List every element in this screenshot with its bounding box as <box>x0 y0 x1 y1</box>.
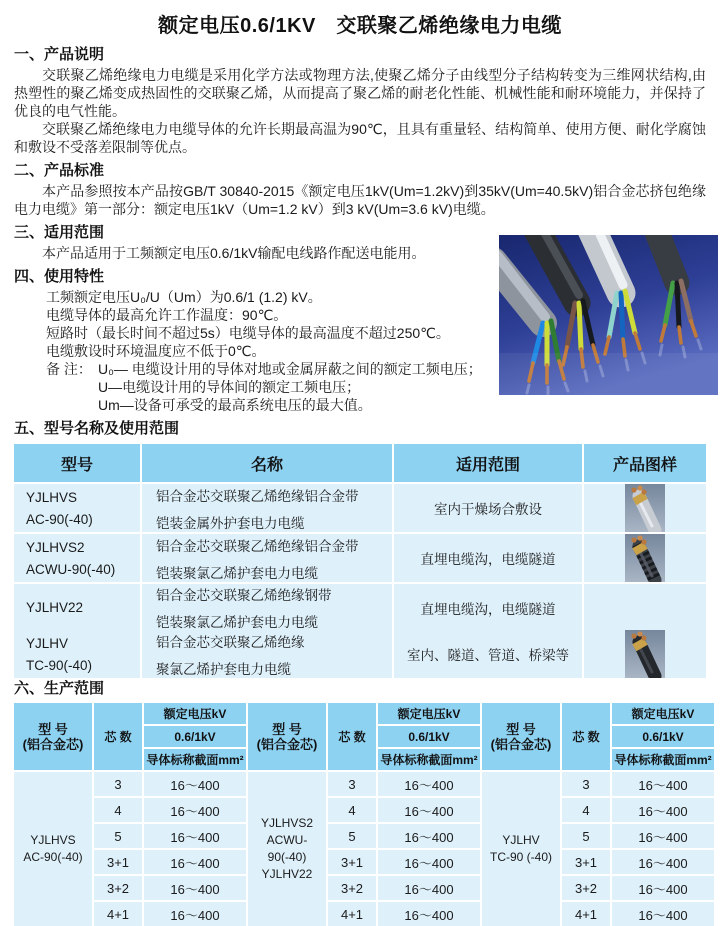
header-cell-voltage: 额定电压kV <box>378 703 480 724</box>
cable-sample-armored <box>625 534 665 582</box>
cores-cell: 5 <box>328 824 376 848</box>
table-row <box>14 630 706 677</box>
section-cell: 16～400 <box>612 850 714 874</box>
product-standard-paragraph: 本产品参照按本产品按GB/T 30840-2015《额定电压1kV(Um=1.2kV)到35kV(Um=40.5kV)铝合金芯挤包绝缘电力电缆》第一部分：额定电压1kV（Um=1.2 kV）到3 kV(Um=3.6 kV)电缆。 <box>14 183 706 217</box>
section-heading-product-description: 一、产品说明 <box>14 46 105 63</box>
cores-cell: 4+1 <box>328 902 376 926</box>
cores-cell: 4+1 <box>562 902 610 926</box>
model-cell: YJLHV22 <box>14 584 140 631</box>
cable-sample-silver <box>625 484 665 532</box>
image-cell <box>584 584 706 631</box>
section-cell: 16～400 <box>612 798 714 822</box>
column-header-name: 名称 <box>142 444 392 482</box>
scope-cell: 直埋电缆沟，电缆隧道 <box>394 584 582 631</box>
usage-line: 工频额定电压U₀/U（Um）为0.6/1 (1.2) kV。 <box>46 289 322 305</box>
header-cell-voltage: 导体标称截面mm² <box>378 749 480 770</box>
header-cell-voltage: 0.6/1kV <box>612 726 714 747</box>
section-heading-application-range: 三、适用范围 <box>14 224 105 241</box>
header-cell-cores: 芯 数 <box>94 703 142 770</box>
name-cell: 铝合金芯交联聚乙烯绝缘铝合金带 铠装聚氯乙烯护套电力电缆 <box>142 534 392 582</box>
image-cell <box>584 484 706 532</box>
cores-cell: 3 <box>328 772 376 796</box>
section-heading-product-standard: 二、产品标准 <box>14 162 105 179</box>
model-cell: YJLHVS AC-90(-40) <box>14 484 140 532</box>
header-cell-model: 型 号 (铝合金芯) <box>14 703 92 770</box>
section-cell: 16～400 <box>612 824 714 848</box>
header-cell-voltage: 0.6/1kV <box>144 726 246 747</box>
section-heading-usage-characteristics: 四、使用特性 <box>14 268 105 285</box>
cores-cell: 5 <box>562 824 610 848</box>
note-label: 备 注： <box>46 361 92 377</box>
section-cell: 16～400 <box>144 772 246 796</box>
cores-cell: 4 <box>94 798 142 822</box>
cores-cell: 3+2 <box>328 876 376 900</box>
note-line <box>46 360 506 378</box>
scope-cell: 室内干燥场合敷设 <box>394 484 582 532</box>
name-cell: 铝合金芯交联聚乙烯绝缘铝合金带 铠装金属外护套电力电缆 <box>142 484 392 532</box>
application-range-paragraph: 本产品适用于工频额定电压0.6/1kV输配电线路作配送电能用。 <box>42 245 426 261</box>
section-cell: 16～400 <box>144 902 246 926</box>
cores-cell: 3+1 <box>328 850 376 874</box>
section-cell: 16～400 <box>378 824 480 848</box>
header-cell-cores: 芯 数 <box>562 703 610 770</box>
model-cell: YJLHV TC-90 (-40) <box>482 772 560 926</box>
cores-cell: 4+1 <box>94 902 142 926</box>
note-line: Um—设备可承受的最高系统电压的最大值。 <box>98 397 372 413</box>
production-table-group <box>482 703 714 926</box>
header-cell-voltage: 导体标称截面mm² <box>144 749 246 770</box>
header-cell-voltage: 额定电压kV <box>612 703 714 724</box>
model-table-header <box>14 444 706 482</box>
section-cell: 16～400 <box>378 902 480 926</box>
usage-line: 电缆敷设时环境温度应不低于0℃。 <box>46 343 266 359</box>
section-cell: 16～400 <box>378 850 480 874</box>
cores-cell: 4 <box>562 798 610 822</box>
cable-photo <box>499 235 718 395</box>
cores-cell: 4 <box>328 798 376 822</box>
production-table <box>14 703 712 926</box>
column-header-scope: 适用范围 <box>394 444 582 482</box>
page <box>0 9 720 926</box>
section-cell: 16～400 <box>144 824 246 848</box>
usage-characteristics-list <box>14 288 506 414</box>
usage-line: 短路时（最长时间不超过5s）电缆导体的最高温度不超过250℃。 <box>46 325 450 341</box>
table-row <box>14 484 706 532</box>
scope-cell: 直埋电缆沟，电缆隧道 <box>394 534 582 582</box>
name-cell: 铝合金芯交联聚乙烯绝缘钢带 铠装聚氯乙烯护套电力电缆 <box>142 584 392 631</box>
table-row <box>14 534 706 582</box>
note-line: U—电缆设计用的导体间的额定工频电压； <box>98 379 361 395</box>
production-table-group <box>14 703 246 926</box>
header-cell-model: 型 号 (铝合金芯) <box>248 703 326 770</box>
product-description-paragraph-1: 交联聚乙烯绝缘电力电缆是采用化学方法或物理方法,使聚乙烯分子由线型分子结构转变为三维网状结构,由热塑性的聚乙烯变成热固性的交联聚乙烯，从而提高了聚乙烯的耐老化性能、机械性能和耐环境能力，并保持了优良的电气性能。 <box>14 67 706 119</box>
model-cell: YJLHVS AC-90(-40) <box>14 772 92 926</box>
header-cell-cores: 芯 数 <box>328 703 376 770</box>
production-table-group <box>248 703 480 926</box>
model-cell: YJLHVS2 ACWU-90(-40) YJLHV22 <box>248 772 326 926</box>
section-heading-model-names: 五、型号名称及使用范围 <box>14 420 180 437</box>
cores-cell: 3 <box>562 772 610 796</box>
section-cell: 16～400 <box>378 798 480 822</box>
table-row <box>14 584 706 628</box>
section-cell: 16～400 <box>144 798 246 822</box>
section-cell: 16～400 <box>378 772 480 796</box>
section-heading-production-range: 六、生产范围 <box>14 680 105 697</box>
cores-cell: 3+2 <box>562 876 610 900</box>
model-cell: YJLHV TC-90(-40) <box>14 630 140 678</box>
section-cell: 16～400 <box>612 902 714 926</box>
power-cables-photo <box>499 235 718 395</box>
model-table <box>14 444 706 677</box>
section-cell: 16～400 <box>144 876 246 900</box>
usage-line: 电缆导体的最高允许工作温度：90℃。 <box>46 307 288 323</box>
cable-sample-black <box>625 630 665 678</box>
cores-cell: 3+1 <box>562 850 610 874</box>
header-cell-model: 型 号 (铝合金芯) <box>482 703 560 770</box>
image-cell <box>584 630 706 678</box>
image-cell <box>584 534 706 582</box>
model-table-body <box>14 484 706 677</box>
name-cell: 铝合金芯交联聚乙烯绝缘 聚氯乙烯护套电力电缆 <box>142 630 392 678</box>
scope-cell: 室内、隧道、管道、桥梁等 <box>394 630 582 678</box>
header-cell-voltage: 导体标称截面mm² <box>612 749 714 770</box>
column-header-model: 型号 <box>14 444 140 482</box>
cores-cell: 3+1 <box>94 850 142 874</box>
model-cell: YJLHVS2 ACWU-90(-40) <box>14 534 140 582</box>
cores-cell: 5 <box>94 824 142 848</box>
product-description-paragraph-2: 交联聚乙烯绝缘电力电缆导体的允许长期最高温为90℃，且具有重量轻、结构简单、使用方便、耐化学腐蚀和敷设不受落差限制等优点。 <box>14 121 706 155</box>
header-cell-voltage: 额定电压kV <box>144 703 246 724</box>
cores-cell: 3 <box>94 772 142 796</box>
header-cell-voltage: 0.6/1kV <box>378 726 480 747</box>
section-cell: 16～400 <box>612 876 714 900</box>
section-cell: 16～400 <box>612 772 714 796</box>
section-cell: 16～400 <box>144 850 246 874</box>
page-title: 额定电压0.6/1KV 交联聚乙烯绝缘电力电缆 <box>158 15 562 37</box>
column-header-image: 产品图样 <box>584 444 706 482</box>
note-text: U₀— 电缆设计用的导体对地或金属屏蔽之间的额定工频电压； <box>98 361 482 377</box>
section-cell: 16～400 <box>378 876 480 900</box>
cores-cell: 3+2 <box>94 876 142 900</box>
